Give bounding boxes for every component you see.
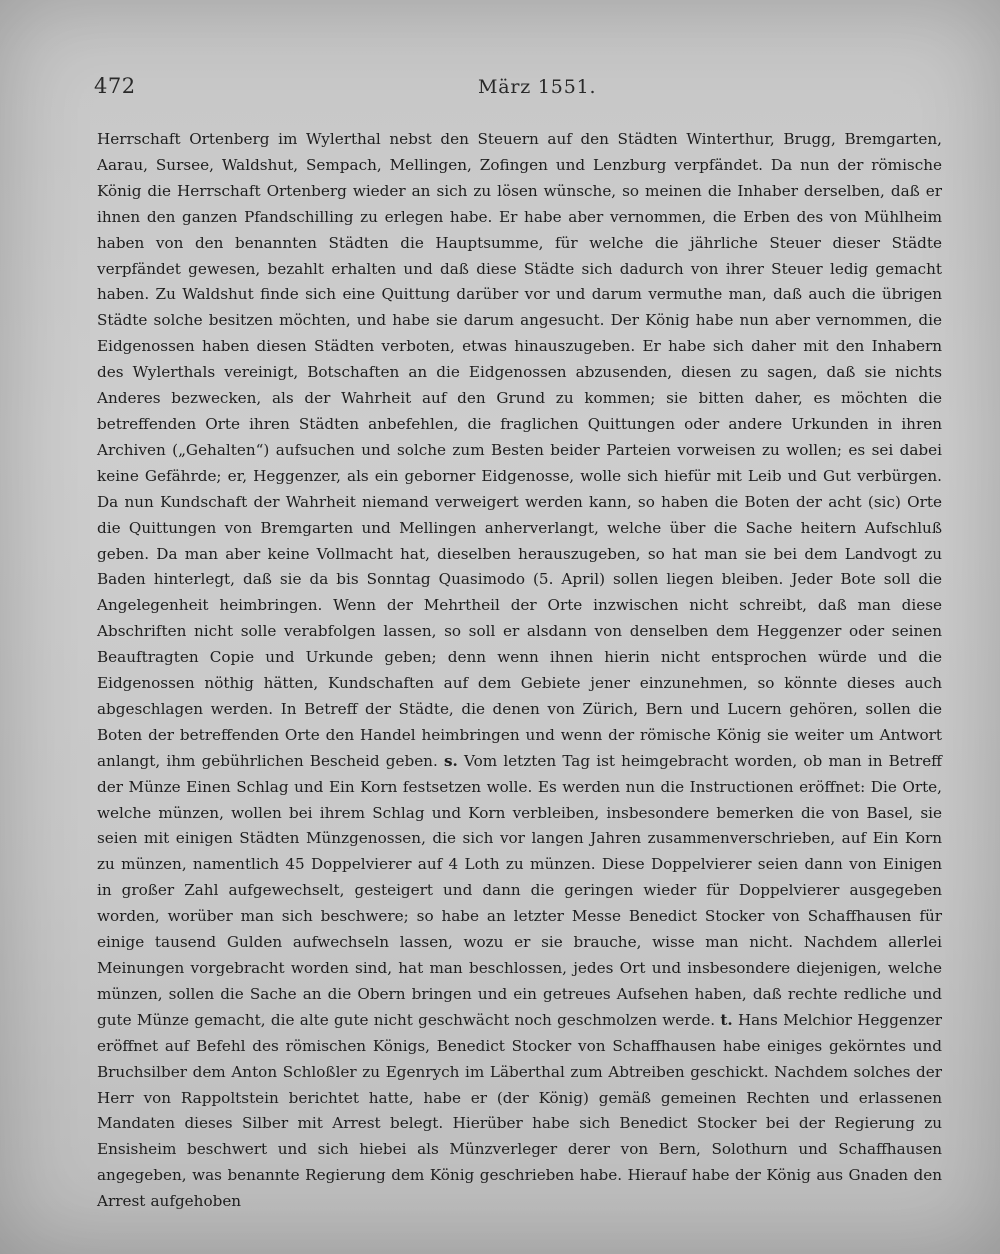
- page-header: [94, 74, 944, 106]
- text-segment-2: Vom letzten Tag ist heimgebracht worden, ob man in Betreff der Münze Einen Schlag und Ein Korn festsetzen wolle. Es werden nun die Instructionen eröffnet: Die Orte, welche münzen, wollen bei ihrem Schlag und Korn verbleiben, insbesondere bemerken die von Basel, sie seien mit einigen Städten Münzgenossen, die sich vor langen Jahren zusammenverschrieben, auf Ein Korn zu münzen, namentlich 45 Doppelvierer auf 4 Loth zu münzen. Diese Doppelvierer seien dann von Einigen in großer Zahl aufgewechselt, gesteigert und dann die geringen wieder für Doppelvierer ausgegeben worden, worüber man sich beschwere; so habe an letzter Messe Benedict Stocker von Schaffhausen für einige tausend Gulden aufwechseln lassen, wozu er sie brauche, wisse man nicht. Nachdem allerlei Meinungen vorgebracht worden sind, hat man beschlossen, jedes Ort und insbesondere diejenigen, welche münzen, sollen die Sache an die Obern bringen und ein getreues Aufsehen haben, daß rechte redliche und gute Münze gemacht, die alte gute nicht geschwächt noch geschmolzen werde.: [97, 751, 942, 1029]
- body-paragraph: [97, 127, 942, 1215]
- text-segment-1: Herrschaft Ortenberg im Wylerthal nebst den Steuern auf den Städten Winterthur, Brugg, Bremgarten, Aarau, Sursee, Waldshut, Sempach, Mellingen, Zofingen und Lenzburg verpfändet. Da nun der römische König die Herrschaft Ortenberg wieder an sich zu lösen wünsche, so meinen die Inhaber derselben, daß er ihnen den ganzen Pfandschilling zu erlegen habe. Er habe aber vernommen, die Erben des von Mühlheim haben von den benannten Städten die Hauptsumme, für welche die jährliche Steuer dieser Städte verpfändet gewesen, bezahlt erhalten und daß diese Städte sich dadurch von ihrer Steuer ledig gemacht haben. Zu Waldshut finde sich eine Quittung darüber vor und darum vermuthe man, daß auch die übrigen Städte solche besitzen möchten, und habe sie darum angesucht. Der König habe nun aber vernommen, die Eidgenossen haben diesen Städten verboten, etwas hinauszugeben. Er habe sich daher mit den Inhabern des Wylerthals vereinigt, Botschaften an die Eidgenossen abzusenden, diesen zu sagen, daß sie nichts Anderes bezwecken, als der Wahrheit auf den Grund zu kommen; sie bitten daher, es möchten die betreffenden Orte ihren Städten anbefehlen, die fraglichen Quittungen oder andere Urkunden in ihren Archiven („Gehalten“) aufsuchen und solche zum Besten beider Parteien vorweisen zu wollen; es sei dabei keine Gefährde; er, Heggenzer, als ein geborner Eidgenosse, wolle sich hiefür mit Leib und Gut verbürgen. Da nun Kundschaft der Wahrheit niemand verweigert werden kann, so haben die Boten der acht (sic) Orte die Quittungen von Bremgarten und Mellingen anherverlangt, welche über die Sache heitern Aufschluß geben. Da man aber keine Vollmacht hat, dieselben herauszugeben, so hat man sie bei dem Landvogt zu Baden hinterlegt, daß sie da bis Sonntag Quasimodo (5. April) sollen liegen bleiben. Jeder Bote soll die Angelegenheit heimbringen. Wenn der Mehrtheil der Orte inzwischen nicht schreibt, daß man diese Abschriften nicht solle verabfolgen lassen, so soll er alsdann von denselben dem Heggenzer oder seinen Beauftragten Copie und Urkunde geben; denn wenn ihnen hierin nicht entsprochen würde und die Eidgenossen nöthig hätten, Kundschaften auf dem Gebiete jener einzunehmen, so könnte dieses auch abgeschlagen werden. In Betreff der Städte, die denen von Zürich, Bern und Lucern gehören, sollen die Boten der betreffenden Orte den Handel heimbringen und wenn der römische König sie weiter um Antwort anlangt, ihm gebührlichen Bescheid geben.: [97, 130, 942, 770]
- text-segment-3: Hans Melchior Heggenzer eröffnet auf Befehl des römischen Königs, Benedict Stocker von Schaffhausen habe einiges gekörntes und Bruchsilber dem Anton Schloßler zu Egenrych im Läberthal zum Abtreiben geschickt. Nachdem solches der Herr von Rappoltstein berichtet hatte, habe er (der König) gemäß gemeinen Rechten und erlassenen Mandaten dieses Silber mit Arrest belegt. Hierüber habe sich Benedict Stocker bei der Regierung zu Ensisheim beschwert und sich hiebei als Münzverleger derer von Bern, Solothurn und Schaffhausen angegeben, was benannte Regierung dem König geschrieben habe. Hierauf habe der König aus Gnaden den Arrest aufgehoben: [97, 1010, 942, 1211]
- page-number: 472: [94, 74, 136, 98]
- section-marker-t: t.: [720, 1010, 733, 1029]
- running-head: März 1551.: [478, 76, 597, 98]
- section-marker-s: s.: [443, 751, 458, 770]
